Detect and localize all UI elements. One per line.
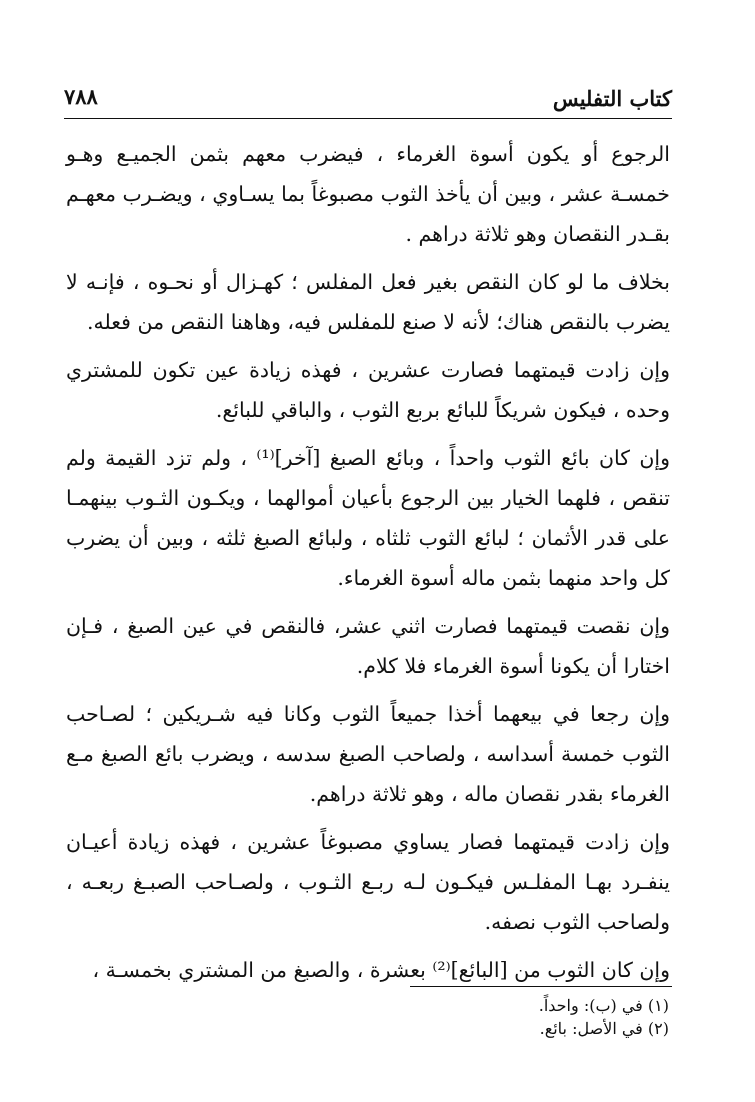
paragraph: وإن نقصت قيمتهما فصارت اثني عشر، فالنقص في عين الصبغ ، فـإن اختارا أن يكونا أسوة الغرماء فلا كلام. [66, 614, 670, 678]
footnotes [539, 994, 669, 1040]
paragraph: وإن رجعا في بيعهما أخذا جميعاً الثوب وكانا فيه شـريكين ؛ لصـاحب الثوب خمسة أسداسه ، ولصاحب الصبغ سدسه ، ويضرب بائع الصبغ مـع الغرماء بقدر نقصان ماله ، وهو ثلاثة دراهم. [66, 702, 670, 806]
paragraph: بخلاف ما لو كان النقص بغير فعل المفلس ؛ كهـزال أو نحـوه ، فإنـه لا يضرب بالنقص هناك؛ لأنه لا صنع للمفلس فيه، وهاهنا النقص من فعله. [66, 270, 670, 334]
paragraph: وإن كان بائع الثوب واحداً ، وبائع الصبغ [آخر]⁽¹⁾ ، ولم تزد القيمة ولم تنقص ، فلهما الخيار بين الرجوع بأعيان أموالهما ، ويكـون الثـوب بينهمـا على قدر الأثمان ؛ لبائع الثوب ثلثاه ، ولبائع الصبغ ثلثه ، وبين أن يضرب كل واحد منهما بثمن ماله أسوة الغرماء. [66, 446, 670, 590]
footnote: (١) في (ب): واحداً. [538, 996, 669, 1015]
running-header [64, 84, 672, 118]
paragraph: وإن زادت قيمتهما فصارت عشرين ، فهذه زيادة عين تكون للمشتري وحده ، فيكون شريكاً للبائع بربع الثوب ، والباقي للبائع. [66, 358, 670, 422]
footnote-rule [410, 986, 672, 987]
header-title: كتاب التفليس [552, 86, 672, 111]
paragraph: وإن كان الثوب من [البائع]⁽²⁾ بعشرة ، والصبغ من المشتري بخمسـة ، [92, 958, 670, 982]
main-text [66, 134, 670, 998]
footnote: (٢) في الأصل: بائع. [539, 1019, 669, 1038]
paragraph: وإن زادت قيمتهما فصار يساوي مصبوغاً عشرين ، فهذه زيادة أعيـان ينفـرد بهـا المفلـس فيكـون لـه ربـع الثـوب ، ولصـاحب الصبـغ ربعـه ، ولصاحب الثوب نصفه. [66, 830, 670, 934]
header-rule [64, 118, 672, 119]
page-number: ٧٨٨ [64, 84, 98, 109]
paragraph: الرجوع أو يكون أسوة الغرماء ، فيضرب معهم بثمن الجميـع وهـو خمسـة عشر ، وبين أن يأخذ الثوب مصبوغاً بما يسـاوي ، ويضـرب معهـم بقـدر النقصان وهو ثلاثة دراهم . [66, 142, 670, 246]
